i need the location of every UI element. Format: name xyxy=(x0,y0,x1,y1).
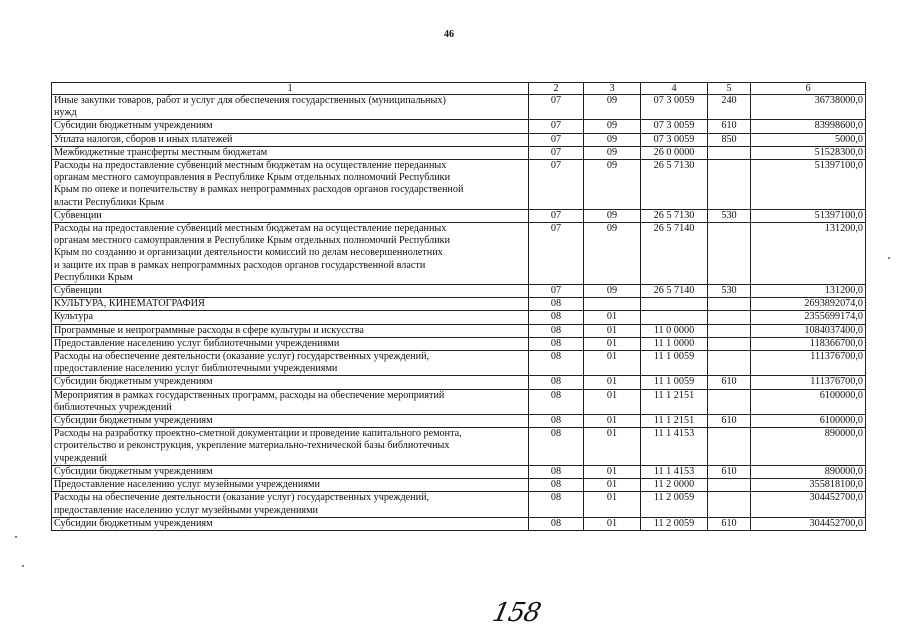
row-expense-type-cell: 610 xyxy=(708,517,751,530)
row-amount-cell: 2693892074,0 xyxy=(751,298,866,311)
row-subsection-cell: 01 xyxy=(584,311,641,324)
row-amount-cell: 6100000,0 xyxy=(751,389,866,414)
row-amount-cell: 304452700,0 xyxy=(751,492,866,517)
column-header-target-article: 4 xyxy=(641,83,708,95)
row-name-cell: Субсидии бюджетным учреждениям xyxy=(52,465,529,478)
row-expense-type-cell xyxy=(708,324,751,337)
row-target-article-cell: 07 3 0059 xyxy=(641,120,708,133)
table-row xyxy=(52,209,866,222)
row-target-article-cell: 11 1 4153 xyxy=(641,428,708,466)
row-target-article-cell: 11 1 0059 xyxy=(641,376,708,389)
row-target-article-cell: 11 2 0059 xyxy=(641,517,708,530)
table-row xyxy=(52,285,866,298)
row-amount-cell: 131200,0 xyxy=(751,285,866,298)
row-target-article-cell: 11 1 0059 xyxy=(641,351,708,376)
row-chapter-cell: 07 xyxy=(529,209,584,222)
row-amount-cell: 304452700,0 xyxy=(751,517,866,530)
row-amount-cell: 36738000,0 xyxy=(751,95,866,120)
row-amount-cell: 2355699174,0 xyxy=(751,311,866,324)
row-subsection-cell: 01 xyxy=(584,337,641,350)
row-target-article-cell: 07 3 0059 xyxy=(641,133,708,146)
row-name-cell: Субвенции xyxy=(52,209,529,222)
table-row xyxy=(52,160,866,210)
row-expense-type-cell: 610 xyxy=(708,465,751,478)
row-target-article-cell: 11 2 0000 xyxy=(641,479,708,492)
row-chapter-cell: 08 xyxy=(529,337,584,350)
column-header-chapter: 2 xyxy=(529,83,584,95)
row-chapter-cell: 08 xyxy=(529,298,584,311)
row-amount-cell: 131200,0 xyxy=(751,223,866,285)
row-expense-type-cell xyxy=(708,223,751,285)
row-name-cell: Расходы на предоставление субвенций местным бюджетам на осуществление переданных органам местного самоуправления в Республике Крым отдельных полномочий Республики Крым по созданию и организации деятельности комиссий по делам несовершеннолетних и защите их прав в рамках непрограммных расходов органов государственной власти Республики Крым xyxy=(52,223,529,285)
row-expense-type-cell: 610 xyxy=(708,376,751,389)
row-chapter-cell: 07 xyxy=(529,223,584,285)
row-subsection-cell: 09 xyxy=(584,146,641,159)
column-header-amount: 6 xyxy=(751,83,866,95)
row-chapter-cell: 07 xyxy=(529,120,584,133)
row-chapter-cell: 07 xyxy=(529,146,584,159)
row-chapter-cell: 07 xyxy=(529,285,584,298)
row-name-cell: Субсидии бюджетным учреждениям xyxy=(52,120,529,133)
row-target-article-cell: 11 0 0000 xyxy=(641,324,708,337)
row-name-cell: Предоставление населению услуг библиотечными учреждениями xyxy=(52,337,529,350)
row-target-article-cell xyxy=(641,298,708,311)
row-subsection-cell: 09 xyxy=(584,95,641,120)
row-chapter-cell: 08 xyxy=(529,376,584,389)
row-target-article-cell: 26 5 7140 xyxy=(641,285,708,298)
row-amount-cell: 1084037400,0 xyxy=(751,324,866,337)
row-name-cell: Иные закупки товаров, работ и услуг для обеспечения государственных (муниципальных) нужд xyxy=(52,95,529,120)
row-target-article-cell: 11 2 0059 xyxy=(641,492,708,517)
row-chapter-cell: 08 xyxy=(529,479,584,492)
table-row xyxy=(52,351,866,376)
row-subsection-cell xyxy=(584,298,641,311)
row-expense-type-cell xyxy=(708,146,751,159)
row-expense-type-cell xyxy=(708,351,751,376)
table-row xyxy=(52,428,866,466)
row-subsection-cell: 09 xyxy=(584,160,641,210)
row-name-cell: Расходы на обеспечение деятельности (оказание услуг) государственных учреждений, предоставление населению услуг музейными учреждениями xyxy=(52,492,529,517)
table-row xyxy=(52,465,866,478)
row-subsection-cell: 09 xyxy=(584,209,641,222)
row-expense-type-cell: 530 xyxy=(708,209,751,222)
row-expense-type-cell xyxy=(708,479,751,492)
table-row xyxy=(52,95,866,120)
row-target-article-cell: 11 1 4153 xyxy=(641,465,708,478)
row-expense-type-cell xyxy=(708,337,751,350)
row-chapter-cell: 07 xyxy=(529,160,584,210)
row-subsection-cell: 01 xyxy=(584,479,641,492)
row-expense-type-cell: 240 xyxy=(708,95,751,120)
row-amount-cell: 890000,0 xyxy=(751,465,866,478)
row-amount-cell: 118366700,0 xyxy=(751,337,866,350)
row-name-cell: Предоставление населению услуг музейными учреждениями xyxy=(52,479,529,492)
row-chapter-cell: 08 xyxy=(529,415,584,428)
table-row xyxy=(52,517,866,530)
row-amount-cell: 355818100,0 xyxy=(751,479,866,492)
scan-mark xyxy=(888,257,890,259)
row-target-article-cell: 26 5 7140 xyxy=(641,223,708,285)
row-name-cell: Культура xyxy=(52,311,529,324)
table-row xyxy=(52,376,866,389)
row-name-cell: Расходы на обеспечение деятельности (оказание услуг) государственных учреждений, предоставление населению услуг библиотечными учреждениями xyxy=(52,351,529,376)
row-target-article-cell: 11 1 0000 xyxy=(641,337,708,350)
row-name-cell: КУЛЬТУРА, КИНЕМАТОГРАФИЯ xyxy=(52,298,529,311)
row-name-cell: Мероприятия в рамках государственных программ, расходы на обеспечение мероприятий библиотечных учреждений xyxy=(52,389,529,414)
row-expense-type-cell xyxy=(708,298,751,311)
row-name-cell: Субсидии бюджетным учреждениям xyxy=(52,415,529,428)
row-amount-cell: 111376700,0 xyxy=(751,376,866,389)
row-name-cell: Субсидии бюджетным учреждениям xyxy=(52,517,529,530)
row-expense-type-cell: 530 xyxy=(708,285,751,298)
row-name-cell: Уплата налогов, сборов и иных платежей xyxy=(52,133,529,146)
row-subsection-cell: 01 xyxy=(584,415,641,428)
row-chapter-cell: 08 xyxy=(529,351,584,376)
budget-table xyxy=(51,82,866,531)
row-chapter-cell: 08 xyxy=(529,517,584,530)
table-row xyxy=(52,389,866,414)
row-expense-type-cell: 610 xyxy=(708,415,751,428)
row-amount-cell: 6100000,0 xyxy=(751,415,866,428)
row-chapter-cell: 08 xyxy=(529,324,584,337)
handwritten-page-number: 158 xyxy=(489,598,543,628)
scan-mark xyxy=(15,536,17,538)
row-target-article-cell: 11 1 2151 xyxy=(641,389,708,414)
table-row xyxy=(52,415,866,428)
row-chapter-cell: 08 xyxy=(529,311,584,324)
row-subsection-cell: 09 xyxy=(584,133,641,146)
row-chapter-cell: 08 xyxy=(529,428,584,466)
row-expense-type-cell xyxy=(708,160,751,210)
table-row xyxy=(52,298,866,311)
row-name-cell: Расходы на предоставление субвенций местным бюджетам на осуществление переданных органам местного самоуправления в Республике Крым отдельных полномочий Республики Крым по опеке и попечительству в рамках непрограммных расходов органов государственной власти Республики Крым xyxy=(52,160,529,210)
row-subsection-cell: 01 xyxy=(584,376,641,389)
row-chapter-cell: 08 xyxy=(529,389,584,414)
row-expense-type-cell xyxy=(708,428,751,466)
row-subsection-cell: 01 xyxy=(584,465,641,478)
row-subsection-cell: 09 xyxy=(584,285,641,298)
row-target-article-cell: 26 5 7130 xyxy=(641,160,708,210)
row-expense-type-cell: 610 xyxy=(708,120,751,133)
page-number: 46 xyxy=(444,29,454,40)
table-row xyxy=(52,311,866,324)
row-chapter-cell: 08 xyxy=(529,492,584,517)
table-row xyxy=(52,146,866,159)
table-row xyxy=(52,492,866,517)
row-name-cell: Субсидии бюджетным учреждениям xyxy=(52,376,529,389)
table-row xyxy=(52,337,866,350)
row-target-article-cell: 07 3 0059 xyxy=(641,95,708,120)
table-row xyxy=(52,479,866,492)
row-target-article-cell: 26 0 0000 xyxy=(641,146,708,159)
row-subsection-cell: 09 xyxy=(584,223,641,285)
row-name-cell: Межбюджетные трансферты местным бюджетам xyxy=(52,146,529,159)
row-name-cell: Субвенции xyxy=(52,285,529,298)
column-header-subsection: 3 xyxy=(584,83,641,95)
row-target-article-cell: 26 5 7130 xyxy=(641,209,708,222)
row-subsection-cell: 01 xyxy=(584,324,641,337)
row-target-article-cell: 11 1 2151 xyxy=(641,415,708,428)
row-chapter-cell: 07 xyxy=(529,95,584,120)
row-chapter-cell: 07 xyxy=(529,133,584,146)
table-row xyxy=(52,223,866,285)
column-header-expense-type: 5 xyxy=(708,83,751,95)
row-subsection-cell: 01 xyxy=(584,351,641,376)
row-subsection-cell: 01 xyxy=(584,389,641,414)
row-amount-cell: 51397100,0 xyxy=(751,160,866,210)
row-expense-type-cell xyxy=(708,492,751,517)
row-name-cell: Программные и непрограммные расходы в сфере культуры и искусства xyxy=(52,324,529,337)
row-subsection-cell: 09 xyxy=(584,120,641,133)
table-row xyxy=(52,133,866,146)
row-name-cell: Расходы на разработку проектно-сметной документации и проведение капитального ремонта, строительство и реконструкция, укрепление материально-технической базы библиотечных учреждений xyxy=(52,428,529,466)
row-chapter-cell: 08 xyxy=(529,465,584,478)
row-amount-cell: 890000,0 xyxy=(751,428,866,466)
header-row xyxy=(52,83,866,95)
row-target-article-cell xyxy=(641,311,708,324)
row-amount-cell: 5000,0 xyxy=(751,133,866,146)
row-expense-type-cell: 850 xyxy=(708,133,751,146)
table-row xyxy=(52,324,866,337)
row-subsection-cell: 01 xyxy=(584,492,641,517)
row-subsection-cell: 01 xyxy=(584,428,641,466)
row-subsection-cell: 01 xyxy=(584,517,641,530)
row-amount-cell: 111376700,0 xyxy=(751,351,866,376)
column-header-name: 1 xyxy=(52,83,529,95)
row-amount-cell: 83998600,0 xyxy=(751,120,866,133)
scan-mark xyxy=(22,565,24,567)
row-amount-cell: 51397100,0 xyxy=(751,209,866,222)
table-row xyxy=(52,120,866,133)
row-amount-cell: 51528300,0 xyxy=(751,146,866,159)
row-expense-type-cell xyxy=(708,389,751,414)
row-expense-type-cell xyxy=(708,311,751,324)
